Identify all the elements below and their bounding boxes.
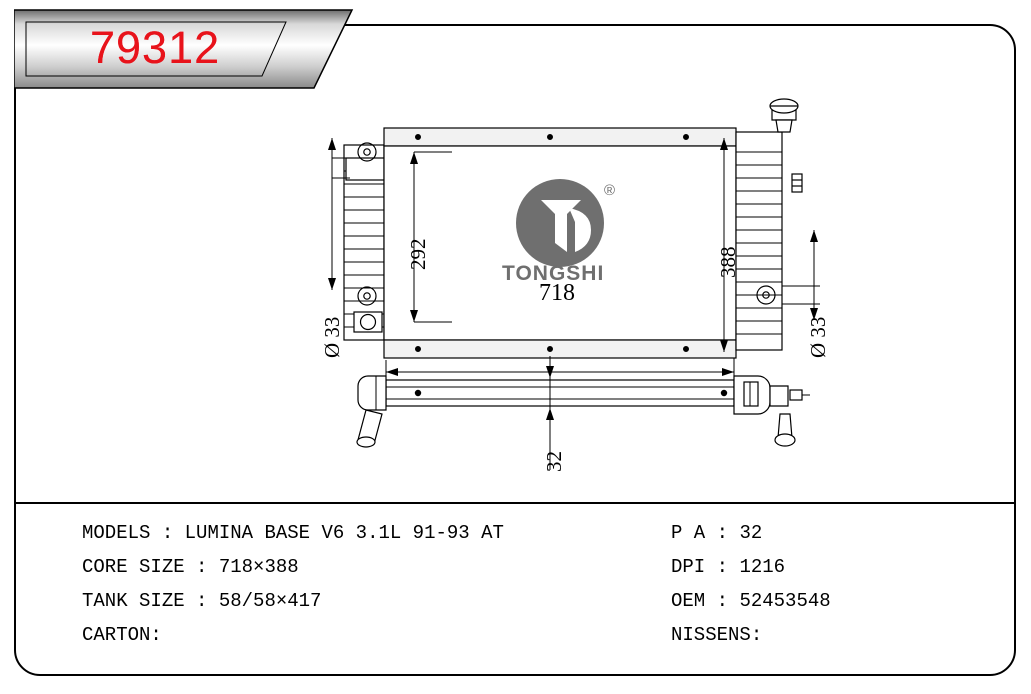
dimension-core-width: 718	[539, 280, 575, 306]
registered-mark-icon: ®	[604, 182, 617, 199]
part-number-banner	[14, 8, 354, 90]
spec-tank-size-value: 58/58×417	[218, 590, 322, 612]
dimension-inner-height: 292	[406, 238, 430, 270]
spec-oem	[671, 584, 831, 618]
spec-core-size-label: CORE SIZE	[82, 556, 185, 578]
spec-pa	[671, 516, 831, 550]
specifications	[16, 502, 1014, 672]
spec-oem-label: OEM	[671, 590, 706, 612]
spec-tank-size-sep: :	[196, 590, 208, 612]
spec-dpi	[671, 550, 831, 584]
spec-nissens	[671, 618, 831, 652]
spec-core-size-value: 718×388	[218, 556, 299, 578]
spec-carton	[82, 618, 504, 652]
spec-dpi-sep: :	[716, 556, 729, 578]
spec-models-label: MODELS	[82, 522, 151, 544]
dimension-inlet-right: Ø 33	[806, 316, 830, 358]
spec-tank-size	[82, 584, 504, 618]
spec-oem-value: 52453548	[739, 590, 831, 612]
brand-name: TONGSHI	[502, 262, 605, 285]
spec-column-right	[671, 516, 831, 652]
spec-core-size	[82, 550, 504, 584]
dimension-inlet-left: Ø 33	[320, 316, 344, 358]
spec-oem-sep: :	[716, 590, 729, 612]
spec-nissens-label: NISSENS:	[671, 624, 763, 646]
spec-core-size-sep: :	[196, 556, 208, 578]
technical-drawing	[14, 90, 1016, 500]
spec-carton-label: CARTON:	[82, 624, 162, 646]
spec-models-value: LUMINA BASE V6 3.1L 91-93 AT	[184, 522, 504, 544]
part-number-text: 79312	[90, 22, 221, 73]
spec-dpi-value: 1216	[739, 556, 786, 578]
spec-column-left	[82, 516, 504, 652]
dimension-core-height: 388	[716, 246, 740, 278]
spec-pa-value: 32	[739, 522, 763, 544]
spec-pa-label: P A	[671, 522, 706, 544]
spec-tank-size-label: TANK SIZE	[82, 590, 185, 612]
tongshi-logo	[516, 179, 604, 267]
spec-pa-sep: :	[716, 522, 729, 544]
radiator-drawing-svg	[14, 90, 1016, 500]
dimension-depth: 32	[542, 451, 566, 472]
spec-models	[82, 516, 504, 550]
spec-dpi-label: DPI	[671, 556, 706, 578]
spec-models-sep: :	[161, 522, 174, 544]
